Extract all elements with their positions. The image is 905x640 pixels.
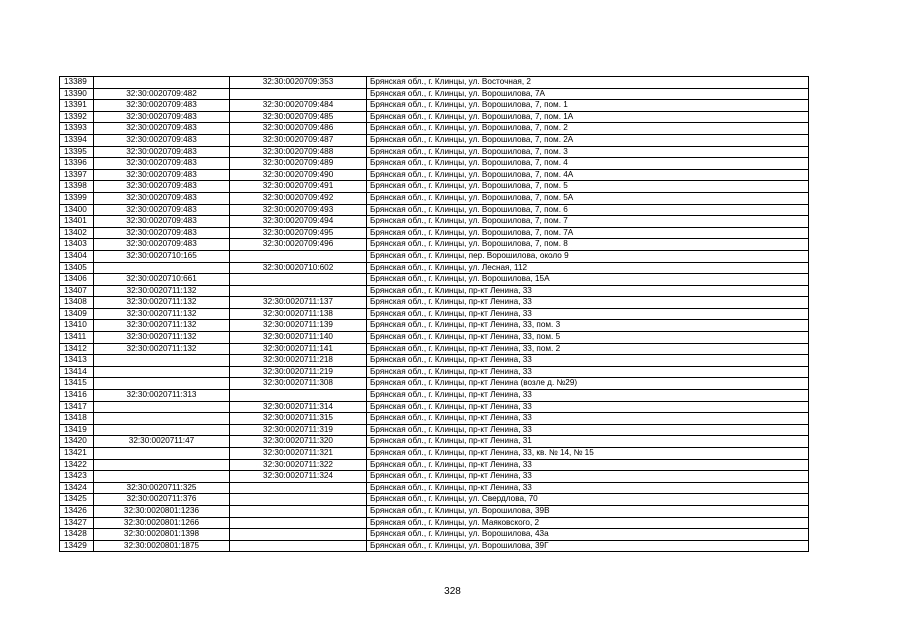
address-cell: Брянская обл., г. Клинцы, ул. Восточная, 2	[367, 77, 809, 89]
cadastral-number-cell	[230, 482, 367, 494]
cadastral-number-cell: 32:30:0020709:491	[230, 181, 367, 193]
address-cell: Брянская обл., г. Клинцы, ул. Ворошилова, 7, пом. 3	[367, 146, 809, 158]
address-cell: Брянская обл., г. Клинцы, ул. Ворошилова, 7, пом. 5А	[367, 192, 809, 204]
table-row	[60, 169, 809, 181]
address-cell: Брянская обл., г. Клинцы, пр-кт Ленина, 33, пом. 3	[367, 320, 809, 332]
address-cell: Брянская обл., г. Клинцы, пр-кт Ленина, 33, кв. № 14, № 15	[367, 448, 809, 460]
parent-cadastral-number-cell: 32:30:0020709:483	[94, 227, 230, 239]
row-number-cell: 13410	[60, 320, 94, 332]
row-number-cell: 13407	[60, 285, 94, 297]
address-cell: Брянская обл., г. Клинцы, пр-кт Ленина, 33	[367, 297, 809, 309]
address-cell: Брянская обл., г. Клинцы, ул. Ворошилова, 7А	[367, 88, 809, 100]
table-row	[60, 88, 809, 100]
parent-cadastral-number-cell: 32:30:0020711:132	[94, 343, 230, 355]
row-number-cell: 13396	[60, 158, 94, 170]
cadastral-number-cell: 32:30:0020709:486	[230, 123, 367, 135]
cadastral-number-cell: 32:30:0020711:137	[230, 297, 367, 309]
cadastral-number-cell	[230, 540, 367, 552]
table-row	[60, 216, 809, 228]
row-number-cell: 13391	[60, 100, 94, 112]
table-row	[60, 505, 809, 517]
parent-cadastral-number-cell: 32:30:0020709:483	[94, 111, 230, 123]
address-cell: Брянская обл., г. Клинцы, ул. Ворошилова, 43а	[367, 529, 809, 541]
parent-cadastral-number-cell: 32:30:0020709:483	[94, 216, 230, 228]
cadastral-number-cell	[230, 529, 367, 541]
row-number-cell: 13400	[60, 204, 94, 216]
cadastral-number-cell: 32:30:0020711:219	[230, 366, 367, 378]
parent-cadastral-number-cell: 32:30:0020710:661	[94, 274, 230, 286]
row-number-cell: 13417	[60, 401, 94, 413]
parent-cadastral-number-cell: 32:30:0020709:483	[94, 181, 230, 193]
table-row	[60, 308, 809, 320]
cadastral-registry-table	[59, 76, 809, 552]
cadastral-number-cell: 32:30:0020711:315	[230, 413, 367, 425]
parent-cadastral-number-cell: 32:30:0020711:132	[94, 308, 230, 320]
table-row	[60, 123, 809, 135]
cadastral-number-cell: 32:30:0020711:321	[230, 448, 367, 460]
table-row	[60, 181, 809, 193]
address-cell: Брянская обл., г. Клинцы, ул. Ворошилова, 7, пом. 1	[367, 100, 809, 112]
table-row	[60, 111, 809, 123]
table-row	[60, 482, 809, 494]
address-cell: Брянская обл., г. Клинцы, ул. Ворошилова, 7, пом. 8	[367, 239, 809, 251]
row-number-cell: 13415	[60, 378, 94, 390]
table-row	[60, 413, 809, 425]
parent-cadastral-number-cell: 32:30:0020709:483	[94, 169, 230, 181]
row-number-cell: 13420	[60, 436, 94, 448]
row-number-cell: 13424	[60, 482, 94, 494]
table-row	[60, 471, 809, 483]
parent-cadastral-number-cell: 32:30:0020711:313	[94, 390, 230, 402]
cadastral-number-cell: 32:30:0020710:602	[230, 262, 367, 274]
row-number-cell: 13399	[60, 192, 94, 204]
parent-cadastral-number-cell	[94, 77, 230, 89]
row-number-cell: 13405	[60, 262, 94, 274]
address-cell: Брянская обл., г. Клинцы, пр-кт Ленина, 33	[367, 482, 809, 494]
address-cell: Брянская обл., г. Клинцы, ул. Ворошилова, 7, пом. 7	[367, 216, 809, 228]
address-cell: Брянская обл., г. Клинцы, ул. Ворошилова, 7, пом. 2	[367, 123, 809, 135]
cadastral-number-cell: 32:30:0020711:139	[230, 320, 367, 332]
parent-cadastral-number-cell: 32:30:0020801:1266	[94, 517, 230, 529]
address-cell: Брянская обл., г. Клинцы, ул. Ворошилова, 39Г	[367, 540, 809, 552]
parent-cadastral-number-cell	[94, 366, 230, 378]
table-row	[60, 204, 809, 216]
row-number-cell: 13401	[60, 216, 94, 228]
address-cell: Брянская обл., г. Клинцы, пр-кт Ленина, 33	[367, 401, 809, 413]
table-row	[60, 100, 809, 112]
parent-cadastral-number-cell	[94, 448, 230, 460]
address-cell: Брянская обл., г. Клинцы, пр-кт Ленина, 31	[367, 436, 809, 448]
address-cell: Брянская обл., г. Клинцы, ул. Ворошилова, 7, пом. 4А	[367, 169, 809, 181]
address-cell: Брянская обл., г. Клинцы, ул. Лесная, 112	[367, 262, 809, 274]
parent-cadastral-number-cell: 32:30:0020711:132	[94, 285, 230, 297]
parent-cadastral-number-cell: 32:30:0020709:483	[94, 134, 230, 146]
address-cell: Брянская обл., г. Клинцы, пр-кт Ленина (возле д. №29)	[367, 378, 809, 390]
parent-cadastral-number-cell	[94, 471, 230, 483]
row-number-cell: 13416	[60, 390, 94, 402]
row-number-cell: 13394	[60, 134, 94, 146]
parent-cadastral-number-cell: 32:30:0020709:483	[94, 146, 230, 158]
address-cell: Брянская обл., г. Клинцы, ул. Свердлова, 70	[367, 494, 809, 506]
table-row	[60, 529, 809, 541]
table-row	[60, 250, 809, 262]
row-number-cell: 13418	[60, 413, 94, 425]
parent-cadastral-number-cell	[94, 355, 230, 367]
address-cell: Брянская обл., г. Клинцы, ул. Ворошилова, 7, пом. 2А	[367, 134, 809, 146]
parent-cadastral-number-cell: 32:30:0020709:483	[94, 158, 230, 170]
parent-cadastral-number-cell: 32:30:0020711:47	[94, 436, 230, 448]
cadastral-number-cell: 32:30:0020709:484	[230, 100, 367, 112]
address-cell: Брянская обл., г. Клинцы, ул. Ворошилова, 15А	[367, 274, 809, 286]
row-number-cell: 13426	[60, 505, 94, 517]
table-row	[60, 494, 809, 506]
parent-cadastral-number-cell: 32:30:0020709:483	[94, 204, 230, 216]
row-number-cell: 13395	[60, 146, 94, 158]
row-number-cell: 13429	[60, 540, 94, 552]
parent-cadastral-number-cell: 32:30:0020711:132	[94, 332, 230, 344]
parent-cadastral-number-cell: 32:30:0020711:132	[94, 297, 230, 309]
address-cell: Брянская обл., г. Клинцы, ул. Ворошилова, 7, пом. 5	[367, 181, 809, 193]
parent-cadastral-number-cell: 32:30:0020709:483	[94, 192, 230, 204]
table-row	[60, 274, 809, 286]
parent-cadastral-number-cell: 32:30:0020709:483	[94, 123, 230, 135]
address-cell: Брянская обл., г. Клинцы, ул. Ворошилова, 7, пом. 4	[367, 158, 809, 170]
parent-cadastral-number-cell	[94, 424, 230, 436]
address-cell: Брянская обл., г. Клинцы, ул. Ворошилова, 7, пом. 1А	[367, 111, 809, 123]
table-row	[60, 540, 809, 552]
table-row	[60, 134, 809, 146]
table-row	[60, 401, 809, 413]
table-row	[60, 366, 809, 378]
cadastral-number-cell: 32:30:0020711:314	[230, 401, 367, 413]
cadastral-number-cell	[230, 274, 367, 286]
cadastral-number-cell: 32:30:0020709:489	[230, 158, 367, 170]
address-cell: Брянская обл., г. Клинцы, пр-кт Ленина, 33	[367, 471, 809, 483]
row-number-cell: 13389	[60, 77, 94, 89]
cadastral-number-cell: 32:30:0020711:324	[230, 471, 367, 483]
row-number-cell: 13411	[60, 332, 94, 344]
table-row	[60, 158, 809, 170]
cadastral-number-cell: 32:30:0020711:141	[230, 343, 367, 355]
table-row	[60, 459, 809, 471]
cadastral-number-cell: 32:30:0020709:494	[230, 216, 367, 228]
cadastral-number-cell	[230, 390, 367, 402]
parent-cadastral-number-cell: 32:30:0020801:1398	[94, 529, 230, 541]
table-row	[60, 146, 809, 158]
row-number-cell: 13392	[60, 111, 94, 123]
table-row	[60, 517, 809, 529]
row-number-cell: 13428	[60, 529, 94, 541]
cadastral-number-cell: 32:30:0020709:487	[230, 134, 367, 146]
cadastral-number-cell	[230, 505, 367, 517]
row-number-cell: 13404	[60, 250, 94, 262]
cadastral-number-cell: 32:30:0020711:319	[230, 424, 367, 436]
address-cell: Брянская обл., г. Клинцы, пр-кт Ленина, 33, пом. 5	[367, 332, 809, 344]
table-row	[60, 192, 809, 204]
table-row	[60, 332, 809, 344]
address-cell: Брянская обл., г. Клинцы, ул. Ворошилова, 7, пом. 6	[367, 204, 809, 216]
address-cell: Брянская обл., г. Клинцы, пр-кт Ленина, 33	[367, 366, 809, 378]
cadastral-number-cell: 32:30:0020711:218	[230, 355, 367, 367]
table-row	[60, 448, 809, 460]
cadastral-number-cell: 32:30:0020711:138	[230, 308, 367, 320]
address-cell: Брянская обл., г. Клинцы, пр-кт Ленина, 33	[367, 390, 809, 402]
row-number-cell: 13402	[60, 227, 94, 239]
parent-cadastral-number-cell	[94, 413, 230, 425]
row-number-cell: 13419	[60, 424, 94, 436]
parent-cadastral-number-cell: 32:30:0020709:482	[94, 88, 230, 100]
cadastral-number-cell: 32:30:0020709:490	[230, 169, 367, 181]
cadastral-number-cell: 32:30:0020709:493	[230, 204, 367, 216]
page-number: 328	[444, 586, 461, 597]
table-row	[60, 227, 809, 239]
cadastral-number-cell: 32:30:0020709:353	[230, 77, 367, 89]
cadastral-number-cell	[230, 250, 367, 262]
table-row	[60, 262, 809, 274]
row-number-cell: 13425	[60, 494, 94, 506]
parent-cadastral-number-cell: 32:30:0020711:376	[94, 494, 230, 506]
row-number-cell: 13398	[60, 181, 94, 193]
parent-cadastral-number-cell: 32:30:0020709:483	[94, 239, 230, 251]
table-row	[60, 297, 809, 309]
address-cell: Брянская обл., г. Клинцы, пр-кт Ленина, 33	[367, 424, 809, 436]
table-row	[60, 320, 809, 332]
parent-cadastral-number-cell	[94, 401, 230, 413]
registry-table-body	[60, 77, 809, 552]
row-number-cell: 13403	[60, 239, 94, 251]
cadastral-number-cell	[230, 494, 367, 506]
row-number-cell: 13422	[60, 459, 94, 471]
cadastral-number-cell	[230, 517, 367, 529]
table-row	[60, 390, 809, 402]
cadastral-number-cell: 32:30:0020709:485	[230, 111, 367, 123]
row-number-cell: 13390	[60, 88, 94, 100]
parent-cadastral-number-cell: 32:30:0020801:1875	[94, 540, 230, 552]
address-cell: Брянская обл., г. Клинцы, пр-кт Ленина, 33, пом. 2	[367, 343, 809, 355]
cadastral-number-cell: 32:30:0020711:308	[230, 378, 367, 390]
row-number-cell: 13408	[60, 297, 94, 309]
cadastral-number-cell: 32:30:0020709:488	[230, 146, 367, 158]
cadastral-number-cell	[230, 88, 367, 100]
row-number-cell: 13393	[60, 123, 94, 135]
table-row	[60, 77, 809, 89]
parent-cadastral-number-cell: 32:30:0020710:165	[94, 250, 230, 262]
table-row	[60, 343, 809, 355]
address-cell: Брянская обл., г. Клинцы, пр-кт Ленина, 33	[367, 308, 809, 320]
cadastral-number-cell: 32:30:0020709:495	[230, 227, 367, 239]
parent-cadastral-number-cell: 32:30:0020801:1236	[94, 505, 230, 517]
table-row	[60, 436, 809, 448]
row-number-cell: 13413	[60, 355, 94, 367]
row-number-cell: 13409	[60, 308, 94, 320]
row-number-cell: 13406	[60, 274, 94, 286]
cadastral-number-cell: 32:30:0020711:322	[230, 459, 367, 471]
address-cell: Брянская обл., г. Клинцы, пр-кт Ленина, 33	[367, 413, 809, 425]
table-row	[60, 424, 809, 436]
address-cell: Брянская обл., г. Клинцы, пр-кт Ленина, 33	[367, 285, 809, 297]
cadastral-number-cell: 32:30:0020711:140	[230, 332, 367, 344]
row-number-cell: 13412	[60, 343, 94, 355]
cadastral-number-cell: 32:30:0020711:320	[230, 436, 367, 448]
row-number-cell: 13423	[60, 471, 94, 483]
cadastral-number-cell: 32:30:0020709:496	[230, 239, 367, 251]
table-row	[60, 285, 809, 297]
address-cell: Брянская обл., г. Клинцы, пр-кт Ленина, 33	[367, 459, 809, 471]
address-cell: Брянская обл., г. Клинцы, пер. Ворошилова, около 9	[367, 250, 809, 262]
address-cell: Брянская обл., г. Клинцы, пр-кт Ленина, 33	[367, 355, 809, 367]
parent-cadastral-number-cell: 32:30:0020711:132	[94, 320, 230, 332]
row-number-cell: 13414	[60, 366, 94, 378]
parent-cadastral-number-cell	[94, 459, 230, 471]
row-number-cell: 13421	[60, 448, 94, 460]
parent-cadastral-number-cell	[94, 378, 230, 390]
address-cell: Брянская обл., г. Клинцы, ул. Ворошилова, 7, пом. 7А	[367, 227, 809, 239]
cadastral-number-cell	[230, 285, 367, 297]
row-number-cell: 13427	[60, 517, 94, 529]
table-row	[60, 355, 809, 367]
table-row	[60, 239, 809, 251]
address-cell: Брянская обл., г. Клинцы, ул. Маяковского, 2	[367, 517, 809, 529]
parent-cadastral-number-cell: 32:30:0020711:325	[94, 482, 230, 494]
parent-cadastral-number-cell: 32:30:0020709:483	[94, 100, 230, 112]
row-number-cell: 13397	[60, 169, 94, 181]
cadastral-number-cell: 32:30:0020709:492	[230, 192, 367, 204]
address-cell: Брянская обл., г. Клинцы, ул. Ворошилова, 39В	[367, 505, 809, 517]
parent-cadastral-number-cell	[94, 262, 230, 274]
table-row	[60, 378, 809, 390]
